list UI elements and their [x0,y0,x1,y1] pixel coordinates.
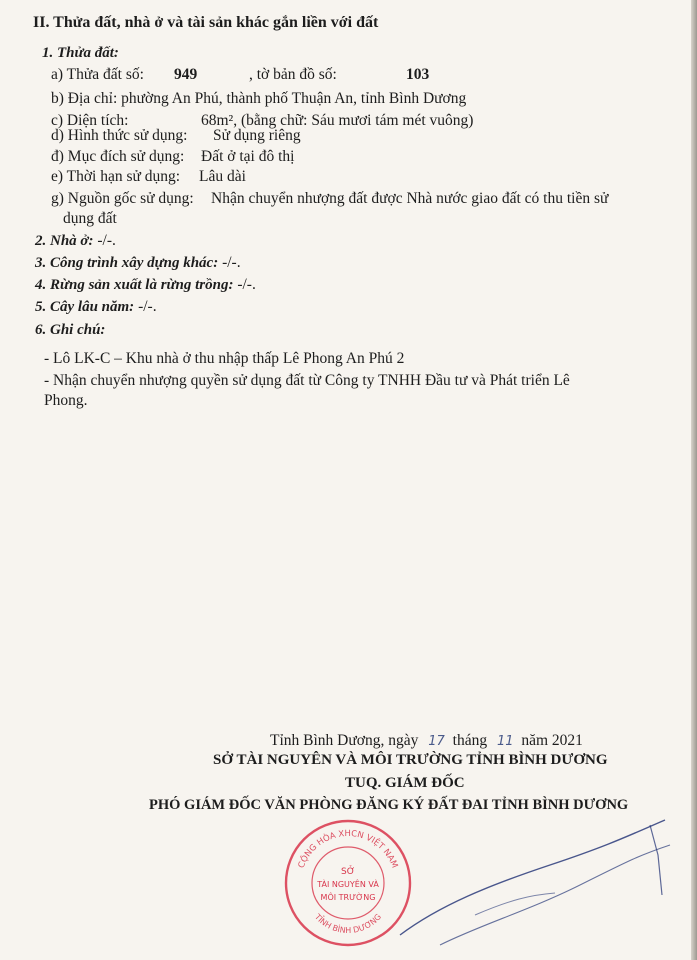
seal-center-3: MÔI TRƯỜNG [320,893,376,902]
seal-outer-bottom-text: TỈNH BÌNH DƯƠNG [312,912,384,936]
note-line-2: - Nhận chuyển nhượng quyền sử dụng đất từ Công ty TNHH Đầu tư và Phát triển Lê [44,372,570,389]
term-label: e) Thời hạn sử dụng: [51,168,181,185]
house-heading: 2. Nhà ở: [35,233,94,249]
origin-value-line2: dụng đất [63,210,117,227]
usage-form-label: d) Hình thức sử dụng: [51,127,188,144]
map-label: , tờ bản đồ số: [249,66,337,83]
parcel-number: 949 [174,66,198,83]
map-number: 103 [406,66,430,83]
production-forest-heading: 4. Rừng sản xuất là rừng trồng: [35,277,234,293]
section-title: II. Thửa đất, nhà ở và tài sản khác gắn liền với đất [33,14,379,31]
usage-form-row [51,127,301,145]
house-row [35,232,116,250]
signer-position: PHÓ GIÁM ĐỐC VĂN PHÒNG ĐĂNG KÝ ĐẤT ĐAI TỈNH BÌNH DƯƠNG [149,797,629,813]
seal-outer-top-text: CỘNG HÒA XHCN VIỆT NAM [296,828,400,870]
origin-label: g) Nguồn gốc sử dụng: [51,190,194,207]
on-behalf-title: TUQ. GIÁM ĐỐC [345,775,465,791]
seal-center-2: TÀI NGUYÊN VÀ [317,880,379,889]
purpose-row [51,148,295,166]
month-label: tháng [452,732,488,749]
other-construction-row [35,254,241,272]
issuing-organization: SỞ TÀI NGUYÊN VÀ MÔI TRƯỜNG TỈNH BÌNH DƯƠNG [213,752,608,768]
area-label: c) Diện tích: [51,112,129,129]
purpose-value: Đất ở tại đô thị [201,148,295,165]
perennial-trees-value: -/-. [138,298,157,315]
house-value: -/-. [97,232,116,249]
purpose-label: đ) Mục đích sử dụng: [51,148,185,165]
parcel-label: a) Thửa đất số: [51,66,144,83]
parcel-row [51,66,430,84]
other-construction-heading: 3. Công trình xây dựng khác: [35,255,219,271]
production-forest-row [35,276,256,294]
date-day: 17 [428,734,445,749]
date-month: 11 [496,734,514,749]
origin-value-line1: Nhận chuyển nhượng đất được Nhà nước giao đất có thu tiền sử [211,190,609,207]
perennial-trees-row [35,298,157,316]
year-text: năm 2021 [521,732,583,749]
note-line-1: - Lô LK-C – Khu nhà ở thu nhập thấp Lê Phong An Phú 2 [44,350,405,367]
place-date [270,732,583,750]
origin-row [51,190,609,208]
seal-center-1: SỞ [341,867,355,877]
land-heading: 1. Thửa đất: [42,45,119,61]
signature-mark [380,815,680,955]
address-row: b) Địa chỉ: phường An Phú, thành phố Thuận An, tỉnh Bình Dương [51,90,467,107]
area-value: 68m², (bằng chữ: Sáu mươi tám mét vuông) [201,112,474,129]
svg-text:TỈNH BÌNH DƯƠNG [312,912,383,935]
other-construction-value: -/-. [222,254,241,271]
note-line-2-cont: Phong. [44,392,88,409]
perennial-trees-heading: 5. Cây lâu năm: [35,299,135,315]
term-row [51,168,246,186]
production-forest-value: -/-. [237,276,256,293]
usage-form-value: Sử dụng riêng [213,127,301,144]
term-value: Lâu dài [199,168,246,185]
page-edge-shadow [691,0,697,960]
place-date-prefix: Tỉnh Bình Dương, ngày [270,732,419,749]
notes-heading: 6. Ghi chú: [35,322,106,338]
